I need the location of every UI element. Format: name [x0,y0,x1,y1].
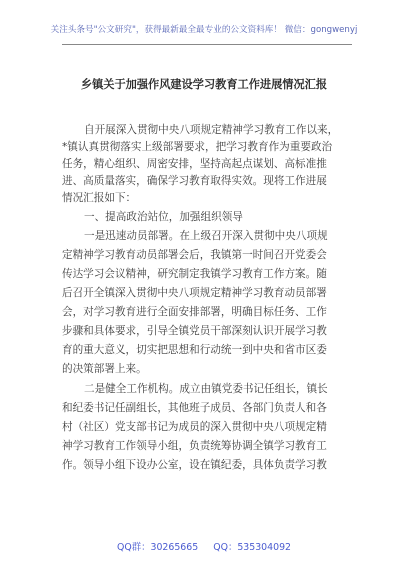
footer-contacts [0,539,408,553]
body-line: 自开展深入贯彻中央八项规定精神学习教育工作以来， [84,124,339,136]
body-line: 定精神学习教育动员部署会后，我镇第一时间召开党委会 [62,249,327,261]
body-line: 一是迅速动员部署。在上级召开深入贯彻中央八项规 [84,230,328,242]
body-line: 后召开全镇深入贯彻中央八项规定精神学习教育动员部署 [62,287,327,299]
body-line: 二是健全工作机构。成立由镇党委书记任组长，镇长 [84,383,328,395]
body-line: 情况汇报如下： [62,192,137,204]
body-line: 作。领导小组下设办公室，设在镇纪委，具体负责学习教 [62,459,327,471]
body-line: 步骤和具体要求，引导全镇党员干部深刻认识开展学习教 [62,325,327,337]
body-line: 会，对学习教育进行全面安排部署，明确目标任务、工作 [62,306,327,318]
body-line: 村（社区）党支部书记为成员的深入贯彻中央八项规定精 [62,421,327,433]
body-line: 神学习教育工作领导小组，负责统筹协调全镇学习教育工 [62,440,327,452]
body-line: 进、高质量落实，确保学习教育取得实效。现将工作进展 [62,175,327,187]
footer-qq: QQ：535304092 [213,542,292,553]
body-line: 和纪委书记任副组长，其他班子成员、各部门负责人和各 [62,402,327,414]
body-line: 育的重大意义，切实把思想和行动统一到中央和省市区委 [62,344,327,356]
body-line: 的决策部署上来。 [62,363,147,375]
document-title: 乡镇关于加强作风建设学习教育工作进展情况汇报 [80,78,328,91]
body-line: *镇认真贯彻落实上级部署要求，把学习教育作为重要政治 [62,141,333,153]
section-heading: 一、提高政治站位，加强组织领导 [84,211,243,223]
body-line: 任务，精心组织、周密安排，坚持高起点谋划、高标准推 [62,158,327,170]
body-line: 传达学习会议精神，研究制定我镇学习教育工作方案。随 [62,268,327,280]
header-note: 关注头条号"公文研究"，获得最新最全最专业的公文资料库！ 微信：gongwenyj [50,25,358,35]
footer-qq-group: QQ群：30265665 [116,542,199,553]
